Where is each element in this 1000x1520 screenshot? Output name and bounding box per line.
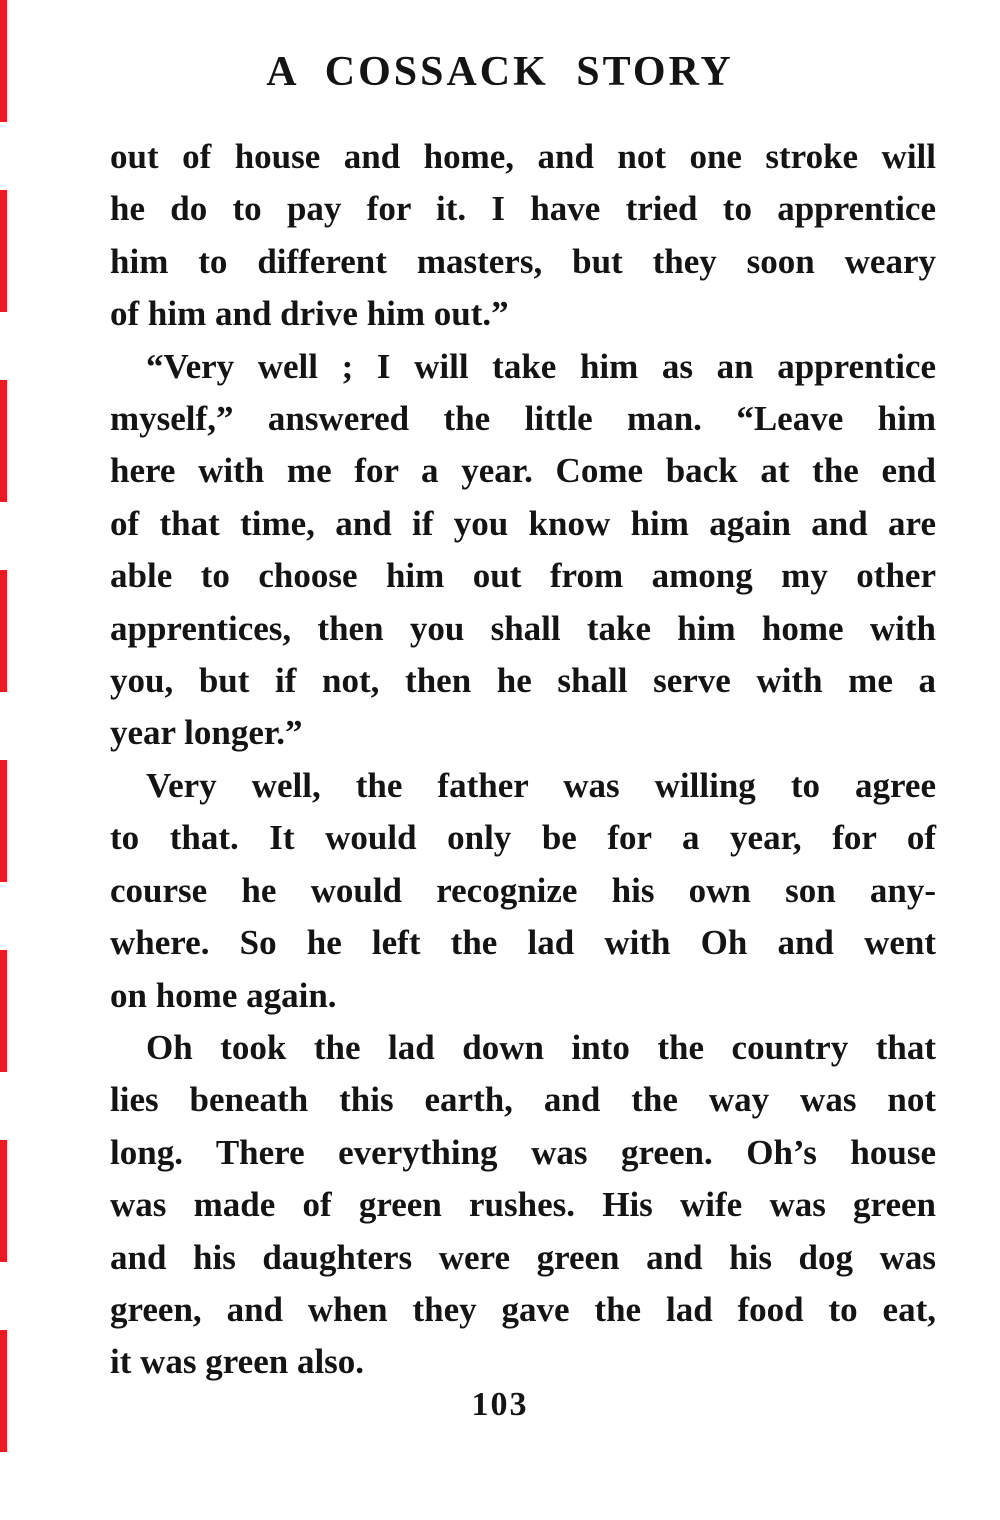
text-line: it was green also. xyxy=(110,1342,365,1382)
left-edge-red-marks xyxy=(0,0,7,1520)
text-line: long. There everything was green. Oh’s house xyxy=(110,1132,936,1172)
text-line: of that time, and if you know him again and are xyxy=(110,503,936,543)
paragraph xyxy=(110,760,936,1022)
text-line: where. So he left the lad with Oh and went xyxy=(110,923,936,963)
text-line: course he would recognize his own son any- xyxy=(110,870,936,910)
text-line: myself,” answered the little man. “Leave him xyxy=(110,399,936,439)
text-line: was made of green rushes. His wife was green xyxy=(110,1185,936,1225)
text-line: to that. It would only be for a year, for of xyxy=(110,818,936,858)
paragraph xyxy=(110,1022,936,1389)
text-line: green, and when they gave the lad food to eat, xyxy=(110,1289,936,1329)
text-line: here with me for a year. Come back at the end xyxy=(110,451,936,491)
text-line: able to choose him out from among my other xyxy=(110,556,936,596)
text-line: he do to pay for it. I have tried to apprentice xyxy=(110,189,936,229)
body-text xyxy=(110,131,936,1389)
text-line: on home again. xyxy=(110,975,337,1015)
text-line: apprentices, then you shall take him home with xyxy=(110,608,936,648)
text-line: Very well, the father was willing to agree xyxy=(146,765,936,805)
text-line: of him and drive him out.” xyxy=(110,294,509,334)
text-line: Oh took the lad down into the country that xyxy=(146,1027,936,1067)
page-title: A COSSACK STORY xyxy=(266,49,734,95)
text-line: you, but if not, then he shall serve with me a xyxy=(110,661,936,701)
paragraph xyxy=(110,131,936,341)
paragraph xyxy=(110,341,936,760)
text-line: year longer.” xyxy=(110,713,303,753)
text-line: “Very well ; I will take him as an apprentice xyxy=(146,346,936,386)
page-number: 103 xyxy=(471,1386,529,1423)
text-line: out of house and home, and not one stroke will xyxy=(110,137,936,176)
text-line: and his daughters were green and his dog was xyxy=(110,1237,936,1277)
text-line: lies beneath this earth, and the way was not xyxy=(110,1080,936,1120)
text-line: him to different masters, but they soon weary xyxy=(110,241,936,281)
